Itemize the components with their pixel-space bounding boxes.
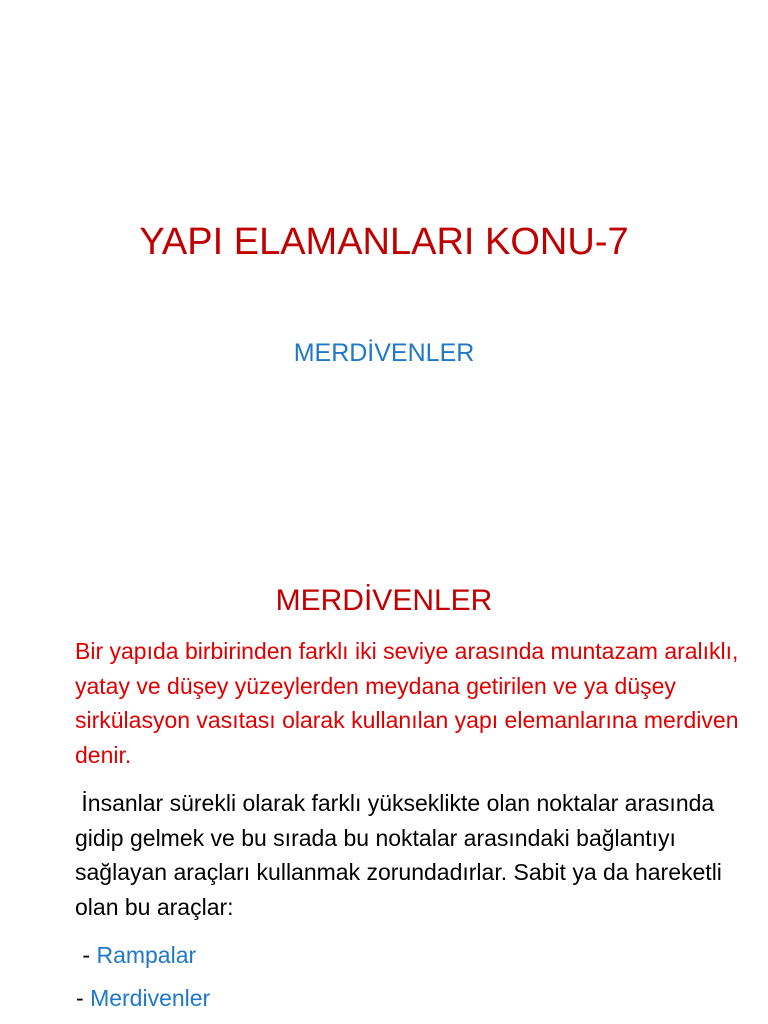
slide-subtitle: MERDİVENLER bbox=[293, 339, 475, 367]
list-dash: - bbox=[76, 942, 97, 968]
list-item-rampalar bbox=[76, 934, 210, 977]
list-item-label: Merdivenler bbox=[90, 985, 211, 1011]
slide-title: YAPI ELAMANLARI KONU-7 bbox=[139, 221, 629, 263]
section-heading: MERDİVENLER bbox=[275, 584, 493, 617]
list-item-label: Rampalar bbox=[96, 942, 197, 968]
list-dash: - bbox=[76, 985, 91, 1011]
body-paragraph: İnsanlar sürekli olarak farklı yükseklikte olan noktalar arasında gidip gelmek ve bu sırada bu noktalar arasındaki bağlantıyı sağlayan araçları kullanmak zorundadırlar. Sabit ya da hareketli olan bu araçlar: bbox=[75, 790, 729, 920]
list-item-merdivenler bbox=[76, 977, 210, 1020]
tools-list bbox=[76, 934, 210, 1020]
definition-paragraph: Bir yapıda birbirinden farklı iki seviye arasında muntazam aralıklı, yatay ve düşey yüzeylerden meydana getirilen ve ya düşey sirkülasyon vasıtası olarak kullanılan yapı elemanlarına merdiven denir. bbox=[75, 638, 739, 768]
